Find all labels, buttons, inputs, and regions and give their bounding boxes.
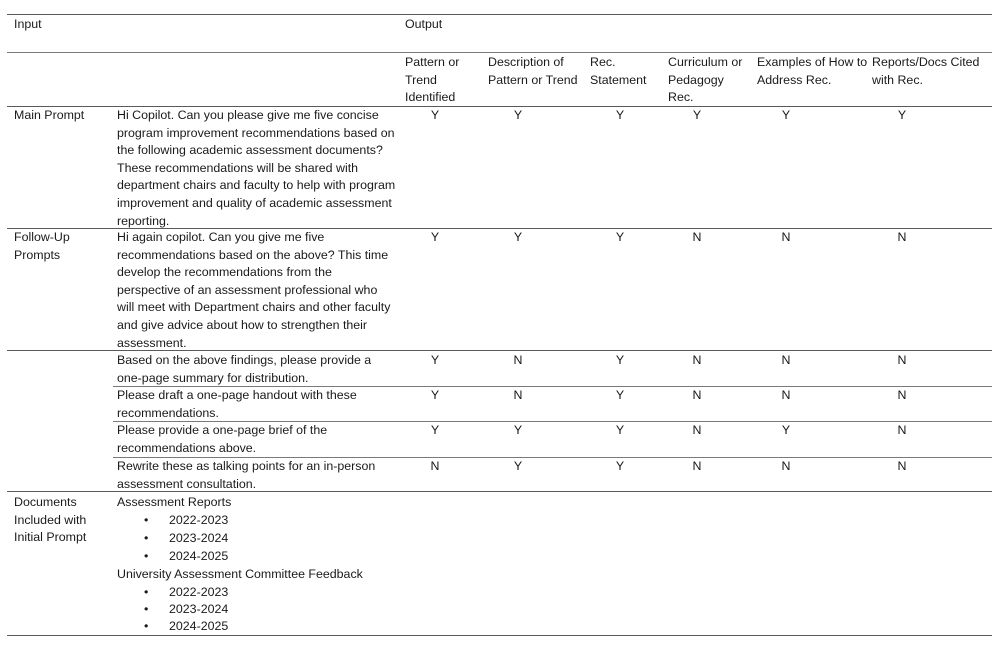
cell-value: Y	[781, 108, 791, 122]
cell-value: Y	[513, 230, 523, 244]
table-top-rule	[7, 14, 992, 15]
cell-value: Y	[430, 353, 440, 367]
cell-value: Y	[513, 459, 523, 473]
column-header-rec-statement: Rec. Statement	[590, 55, 647, 87]
document-item: 2023-2024	[169, 602, 229, 616]
bullet-icon: •	[144, 513, 149, 527]
column-header-curriculum: Curriculum or Pedagogy Rec.	[668, 55, 743, 105]
cell-value: N	[897, 230, 907, 244]
cell-value: Y	[692, 108, 702, 122]
cell-value: N	[692, 459, 702, 473]
document-item: 2023-2024	[169, 531, 229, 545]
cell-value: N	[513, 388, 523, 402]
cell-value: N	[513, 353, 523, 367]
row-label-main-prompt: Main Prompt	[14, 108, 85, 122]
follow-up-prompt-text: Rewrite these as talking points for an in-person assessment consultation.	[117, 459, 376, 491]
cell-value: N	[897, 388, 907, 402]
cell-value: Y	[615, 388, 625, 402]
column-header-examples: Examples of How to Address Rec.	[757, 55, 868, 87]
cell-value: Y	[513, 423, 523, 437]
cell-value: N	[781, 459, 791, 473]
row-label-documents: Documents Included with Initial Prompt	[14, 495, 87, 545]
document-group-title: University Assessment Committee Feedback	[117, 567, 363, 581]
cell-value: Y	[615, 230, 625, 244]
document-item: 2024-2025	[169, 549, 229, 563]
cell-value: Y	[615, 353, 625, 367]
cell-value: Y	[615, 108, 625, 122]
column-header-pattern: Pattern or Trend Identified	[405, 55, 460, 105]
follow-up-prompt-text: Please draft a one-page handout with these recommendations.	[117, 388, 357, 420]
follow-up-prompt-text: Hi again copilot. Can you give me five recommendations based on the above? This time develop the recommendations from the perspective of an assessment professional who will meet with Department chairs and other faculty and give advice about how to strengthen their assessment.	[117, 230, 391, 350]
cell-value: Y	[430, 388, 440, 402]
cell-value: N	[897, 459, 907, 473]
document-item: 2022-2023	[169, 585, 229, 599]
row-label-follow-up-prompts: Follow-Up Prompts	[14, 230, 70, 262]
cell-value: N	[692, 423, 702, 437]
cell-value: N	[430, 459, 440, 473]
bullet-icon: •	[144, 531, 149, 545]
follow-up-prompt-text: Please provide a one-page brief of the recommendations above.	[117, 423, 328, 455]
main-prompt-text: Hi Copilot. Can you please give me five concise program improvement recommendations based on the following academic assessment documents? These recommendations will be shared with department chairs and faculty to help with program improvement and quality of academic assessment reporting.	[117, 108, 396, 228]
cell-value: Y	[513, 108, 523, 122]
output-header: Output	[405, 17, 443, 31]
cell-value: Y	[615, 459, 625, 473]
cell-value: N	[781, 230, 791, 244]
follow-up-prompt-text: Based on the above findings, please provide a one-page summary for distribution.	[117, 353, 372, 385]
bullet-icon: •	[144, 602, 149, 616]
cell-value: N	[897, 423, 907, 437]
cell-value: Y	[430, 108, 440, 122]
cell-value: Y	[430, 423, 440, 437]
bullet-icon: •	[144, 549, 149, 563]
cell-value: Y	[615, 423, 625, 437]
document-item: 2024-2025	[169, 619, 229, 633]
document-group-title: Assessment Reports	[117, 495, 232, 509]
cell-value: Y	[430, 230, 440, 244]
cell-value: Y	[897, 108, 907, 122]
document-item: 2022-2023	[169, 513, 229, 527]
cell-value: N	[897, 353, 907, 367]
column-header-description: Description of Pattern or Trend	[488, 55, 578, 87]
input-header: Input	[14, 17, 42, 31]
table-bottom-rule	[7, 635, 992, 636]
cell-value: N	[692, 353, 702, 367]
cell-value: N	[692, 388, 702, 402]
column-header-reports: Reports/Docs Cited with Rec.	[872, 55, 980, 87]
cell-value: N	[781, 353, 791, 367]
bullet-icon: •	[144, 619, 149, 633]
cell-value: Y	[781, 423, 791, 437]
bullet-icon: •	[144, 585, 149, 599]
header-divider	[7, 52, 992, 53]
cell-value: N	[781, 388, 791, 402]
cell-value: N	[692, 230, 702, 244]
